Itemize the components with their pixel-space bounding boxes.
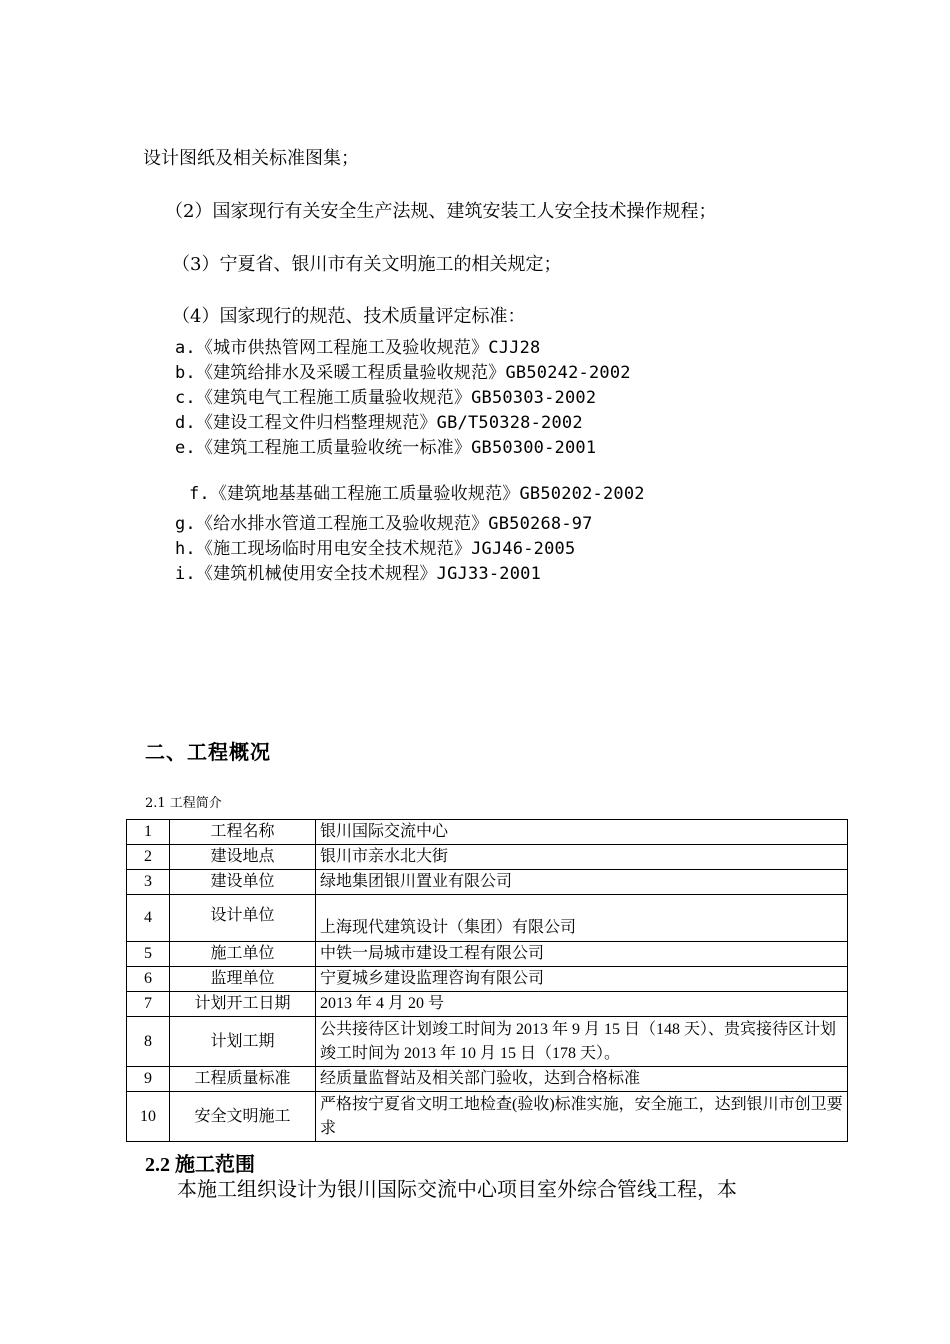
row-number: 5: [127, 942, 170, 967]
row-value: 经质量监督站及相关部门验收，达到合格标准: [316, 1067, 848, 1092]
row-value: 严格按宁夏省文明工地检查(验收)标准实施，安全施工，达到银川市创卫要求: [316, 1092, 848, 1142]
standard-item: f.《建筑地基基础工程施工质量验收规范》GB50202-2002: [189, 484, 645, 504]
basis-item-4: （4）国家现行的规范、技术质量评定标准：: [172, 306, 526, 327]
row-key: 施工单位: [170, 942, 316, 967]
table-row: [127, 870, 848, 895]
table-row: [127, 820, 848, 845]
basis-item-3: （3）宁夏省、银川市有关文明施工的相关规定；: [172, 254, 562, 275]
row-number: 1: [127, 820, 170, 845]
subsection-caption: 2.1 工程简介: [145, 796, 222, 811]
standards-list: [175, 336, 631, 461]
scope-paragraph: 本施工组织设计为银川国际交流中心项目室外综合管线工程，本: [177, 1177, 737, 1201]
table-row: [127, 895, 848, 942]
row-key: 监理单位: [170, 967, 316, 992]
row-number: 9: [127, 1067, 170, 1092]
table-row: [127, 845, 848, 870]
row-number: 8: [127, 1017, 170, 1067]
table-row: [127, 942, 848, 967]
row-number: 10: [127, 1092, 170, 1142]
row-value: 公共接待区计划竣工时间为 2013 年 9 月 15 日（148 天）、贵宾接待区计划竣工时间为 2013 年 10 月 15 日（178 天）。: [316, 1017, 848, 1067]
row-key: 建设单位: [170, 870, 316, 895]
standard-item: b.《建筑给排水及采暖工程质量验收规范》GB50242-2002: [175, 363, 631, 383]
standard-item: c.《建筑电气工程施工质量验收规范》GB50303-2002: [175, 388, 597, 408]
table-row: [127, 992, 848, 1017]
section-title: 二、工程概况: [145, 740, 271, 764]
row-number: 7: [127, 992, 170, 1017]
standard-item: a.《城市供热管网工程施工及验收规范》CJJ28: [175, 338, 541, 358]
standard-item: h.《施工现场临时用电安全技术规范》JGJ46-2005: [175, 539, 576, 559]
row-key: 工程名称: [170, 820, 316, 845]
standard-item: d.《建设工程文件归档整理规范》GB/T50328-2002: [175, 413, 583, 433]
row-key: 建设地点: [170, 845, 316, 870]
row-number: 2: [127, 845, 170, 870]
row-number: 4: [127, 895, 170, 942]
subsection-heading: 2.2 施工范围: [145, 1154, 255, 1176]
row-key: 计划开工日期: [170, 992, 316, 1017]
basis-intro-line: 设计图纸及相关标准图集；: [143, 148, 359, 169]
row-key: 设计单位: [170, 895, 316, 942]
row-value: 银川国际交流中心: [316, 820, 848, 845]
standard-item: e.《建筑工程施工质量验收统一标准》GB50300-2001: [175, 438, 597, 458]
table-row: [127, 1017, 848, 1067]
row-value: 2013 年 4 月 20 号: [316, 992, 848, 1017]
row-key: 计划工期: [170, 1017, 316, 1067]
row-number: 3: [127, 870, 170, 895]
row-number: 6: [127, 967, 170, 992]
row-value: 中铁一局城市建设工程有限公司: [316, 942, 848, 967]
row-value: 绿地集团银川置业有限公司: [316, 870, 848, 895]
row-value: 上海现代建筑设计（集团）有限公司: [316, 895, 848, 942]
table-row: [127, 1067, 848, 1092]
row-key: 工程质量标准: [170, 1067, 316, 1092]
row-value: 银川市亲水北大街: [316, 845, 848, 870]
project-info-table: [126, 819, 848, 1142]
row-value: 宁夏城乡建设监理咨询有限公司: [316, 967, 848, 992]
standard-item: i.《建筑机械使用安全技术规程》JGJ33-2001: [175, 564, 542, 584]
row-key: 安全文明施工: [170, 1092, 316, 1142]
standard-item: g.《给水排水管道工程施工及验收规范》GB50268-97: [175, 514, 593, 534]
basis-item-2: （2）国家现行有关安全生产法规、建筑安装工人安全技术操作规程；: [165, 201, 717, 222]
table-row: [127, 967, 848, 992]
table-row: [127, 1092, 848, 1142]
standards-list-continued: [175, 512, 593, 587]
